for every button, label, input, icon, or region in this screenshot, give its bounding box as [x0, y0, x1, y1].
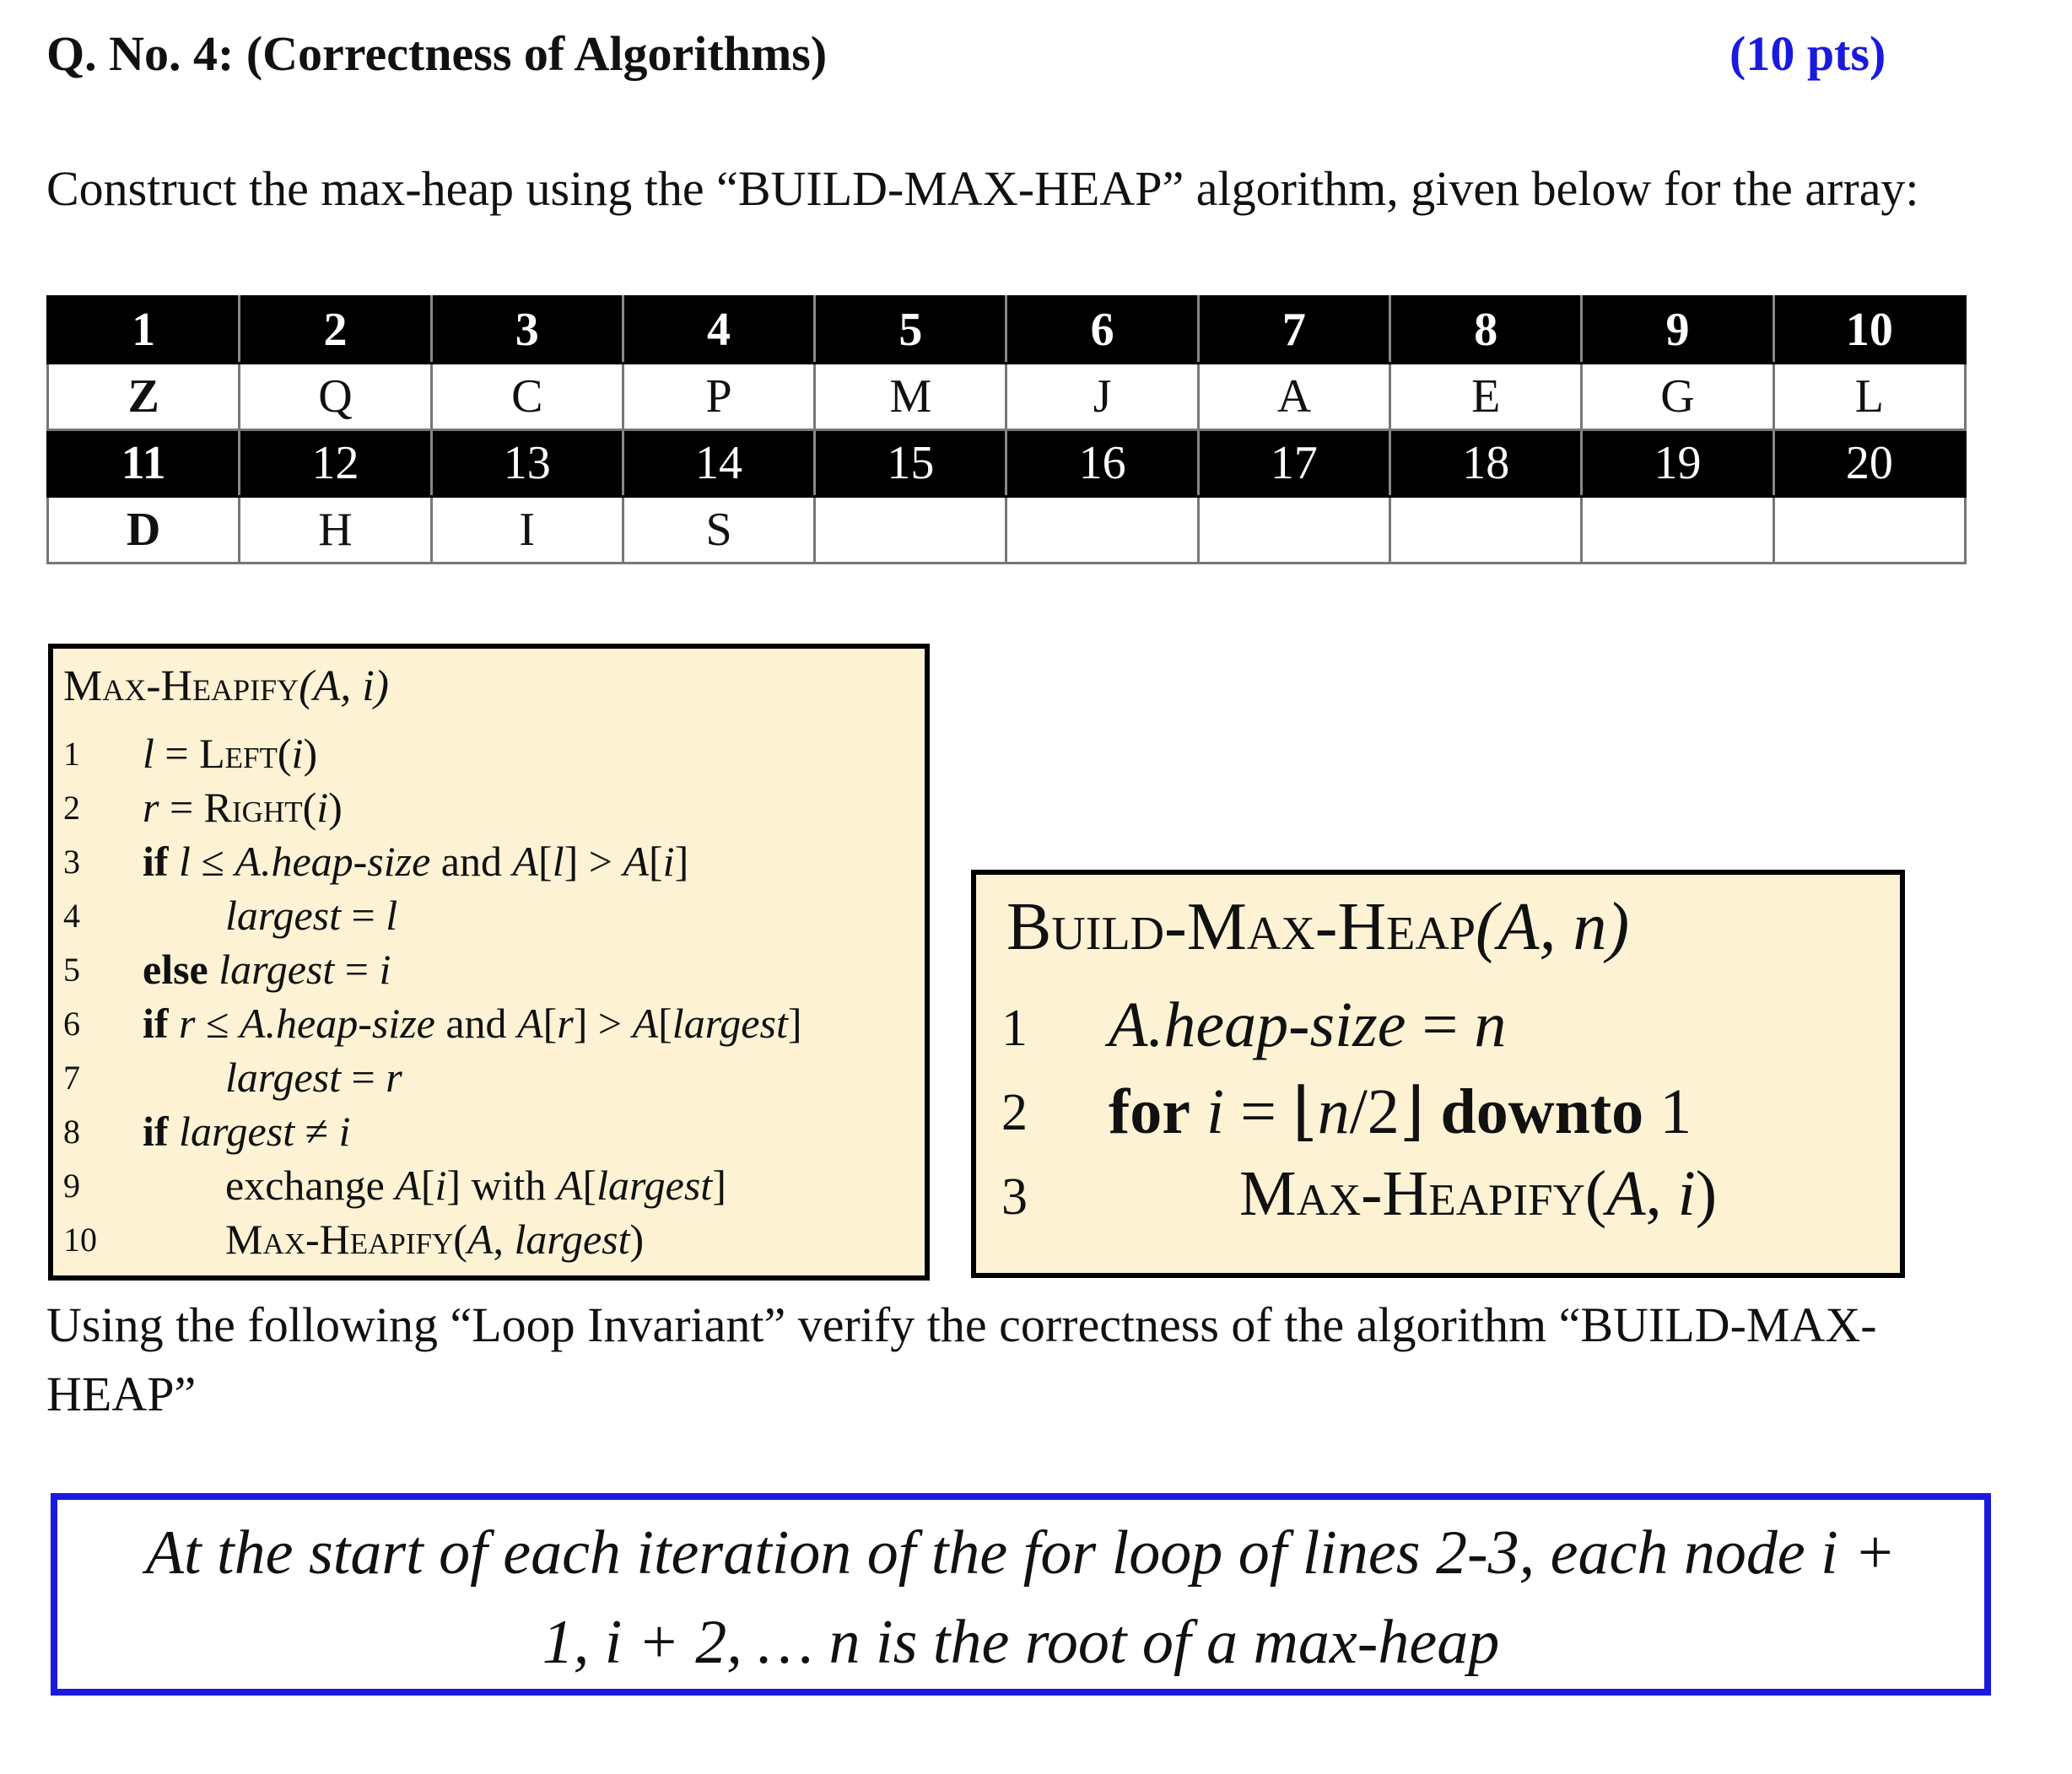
code-text: A.heap-size = n [1109, 989, 1507, 1060]
value-cell: D [48, 497, 240, 563]
value-cell: L [1773, 364, 1965, 430]
instruction-text: Construct the max-heap using the “BUILD-MAX-HEAP” algorithm, given below for the array: [46, 161, 1919, 216]
line-number: 3 [1001, 1168, 1028, 1226]
index-cell: 14 [623, 430, 814, 497]
index-cell: 8 [1390, 297, 1582, 364]
index-cell: 10 [1773, 297, 1965, 364]
value-cell: M [815, 364, 1006, 430]
value-cell [1582, 497, 1773, 563]
value-cell: I [431, 497, 623, 563]
line-number: 9 [63, 1167, 80, 1205]
value-cell: J [1006, 364, 1198, 430]
index-cell: 13 [431, 430, 623, 497]
code-text: largest = r [225, 1054, 402, 1101]
code-text: Max-Heapify(A, i) [1239, 1158, 1718, 1229]
question-title: Q. No. 4: (Correctness of Algorithms) [46, 26, 828, 81]
index-cell: 19 [1582, 430, 1773, 497]
index-cell: 5 [815, 297, 1006, 364]
code-text: exchange A[i] with A[largest] [225, 1162, 726, 1209]
code-text: Max-Heapify(A, largest) [225, 1216, 645, 1263]
loop-invariant-box [51, 1493, 1991, 1696]
line-number: 1 [1001, 1000, 1028, 1057]
index-cell: 11 [48, 430, 240, 497]
index-cell: 4 [623, 297, 814, 364]
index-cell: 17 [1198, 430, 1389, 497]
value-cell: C [431, 364, 623, 430]
value-cell: Q [240, 364, 431, 430]
build-max-heap-args: (A, n) [1475, 890, 1630, 964]
index-cell: 12 [240, 430, 431, 497]
index-cell: 7 [1198, 297, 1389, 364]
value-cell [1390, 497, 1582, 563]
index-cell: 20 [1773, 430, 1965, 497]
index-cell: 16 [1006, 430, 1198, 497]
code-text: if l ≤ A.heap-size and A[l] > A[i] [143, 838, 689, 885]
value-cell: S [623, 497, 814, 563]
array-table [46, 295, 1967, 564]
value-cell: Z [48, 364, 240, 430]
max-heapify-args: (A, i) [299, 662, 389, 710]
build-max-heap-name: Build-Max-Heap [1006, 890, 1476, 964]
line-number: 6 [63, 1005, 80, 1043]
index-cell: 6 [1006, 297, 1198, 364]
index-row [48, 297, 1966, 364]
value-cell [815, 497, 1006, 563]
line-number: 2 [63, 789, 80, 827]
value-cell: G [1582, 364, 1773, 430]
line-number: 7 [63, 1059, 80, 1097]
index-cell: 3 [431, 297, 623, 364]
value-cell: E [1390, 364, 1582, 430]
value-cell: H [240, 497, 431, 563]
line-number: 10 [63, 1221, 97, 1259]
index-cell: 1 [48, 297, 240, 364]
index-cell: 18 [1390, 430, 1582, 497]
question-points: (10 pts) [1729, 26, 1886, 81]
invariant-line-1: At the start of each iteration of the for loop of lines 2-3, each node i + [145, 1518, 1897, 1588]
build-max-heap-box [971, 870, 1905, 1278]
code-text: r = Right(i) [143, 784, 343, 831]
verify-instruction: Using the following “Loop Invariant” verify the correctness of the algorithm “BUILD-MAX-HEAP” [46, 1297, 1877, 1421]
code-text: largest = l [225, 892, 398, 939]
build-max-heap-title [1006, 889, 1629, 966]
line-number: 5 [63, 951, 80, 989]
code-text: if largest ≠ i [143, 1108, 351, 1155]
max-heapify-name: Max-Heapify [63, 662, 299, 710]
max-heapify-box [48, 644, 930, 1281]
code-text: l = Left(i) [143, 730, 318, 777]
invariant-line-2: 1, i + 2, … n is the root of a max-heap [542, 1608, 1500, 1677]
line-number: 4 [63, 897, 80, 935]
line-number: 2 [1001, 1084, 1028, 1141]
index-cell: 2 [240, 297, 431, 364]
value-cell [1773, 497, 1965, 563]
code-text: if r ≤ A.heap-size and A[r] > A[largest] [143, 1000, 802, 1047]
code-text: for i = ⌊n/2⌋ downto 1 [1109, 1076, 1692, 1147]
index-row [48, 430, 1966, 497]
value-cell [1006, 497, 1198, 563]
index-cell: 15 [815, 430, 1006, 497]
value-cell: A [1198, 364, 1389, 430]
value-row [48, 497, 1966, 563]
value-cell [1198, 497, 1389, 563]
value-cell: P [623, 364, 814, 430]
value-row [48, 364, 1966, 430]
line-number: 3 [63, 843, 80, 881]
code-text: else largest = i [143, 946, 391, 993]
max-heapify-title [63, 661, 389, 711]
line-number: 1 [63, 735, 80, 773]
line-number: 8 [63, 1113, 80, 1151]
index-cell: 9 [1582, 297, 1773, 364]
